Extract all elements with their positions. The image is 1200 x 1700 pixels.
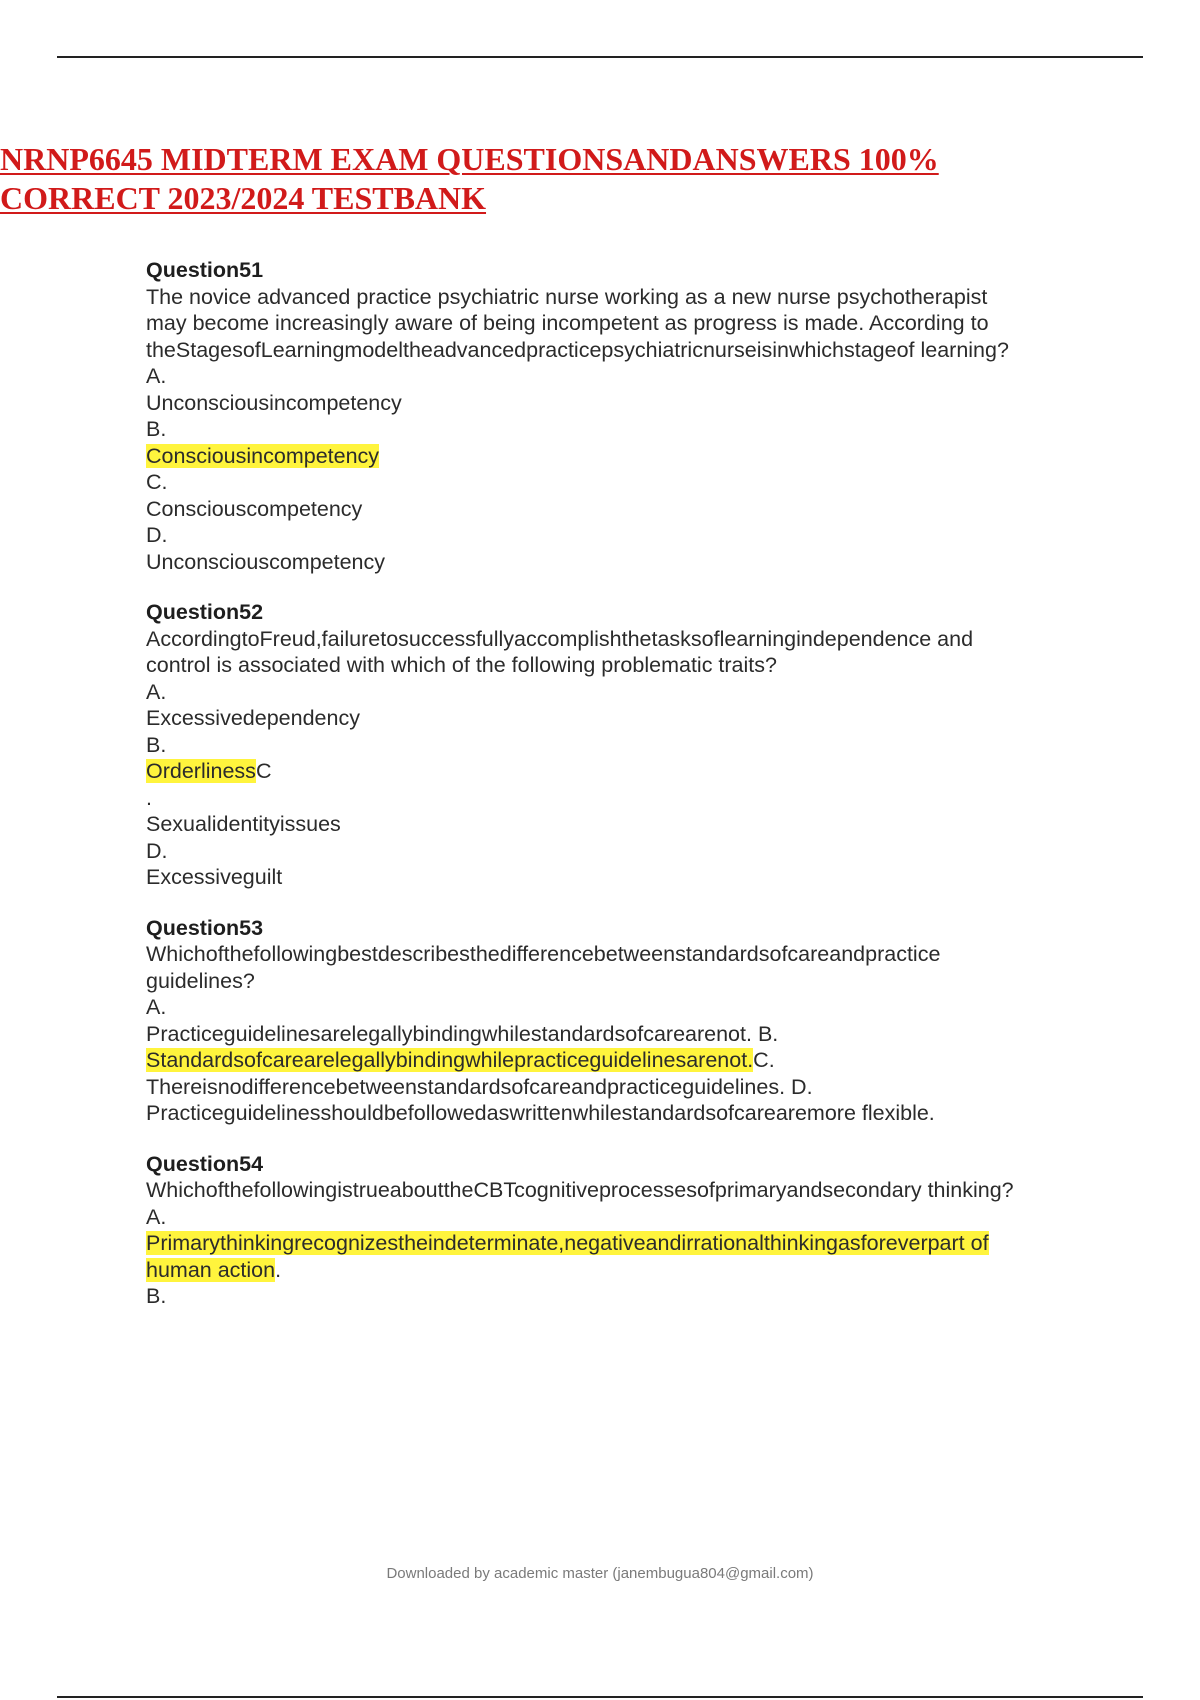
option-label: B. [751,1021,779,1046]
question-54 [146,1151,1106,1310]
option-text: Consciouscompetency [146,496,363,521]
option-label: A. [146,995,167,1019]
title-line-2: CORRECT 2023/2024 TESTBANK [0,180,487,216]
option-text: Practiceguidelinesarelegallybindingwhilestandardsofcarearenot. [146,1021,752,1046]
option-label: D. [785,1074,813,1099]
option-label: C [255,759,272,783]
top-rule [57,56,1143,58]
bottom-rule [57,1696,1143,1698]
option-text: Sexualidentityissues [146,812,341,836]
option-label: B. [146,1284,167,1308]
option-label: C. [146,470,168,494]
option-text: Thereisnodifferencebetweenstandardsofcareandpracticeguidelines. [146,1074,786,1099]
title-line-1: NRNP6645 MIDTERM EXAM QUESTIONSANDANSWERS 100% [0,141,939,177]
question-heading: Question52 [146,600,264,624]
question-stem: The novice advanced practice psychiatric nurse working as a new nurse psychotherapist [146,284,988,309]
question-heading: Question54 [146,1151,264,1176]
question-stem: may become increasingly aware of being incompetent as progress is made. According to [146,311,989,335]
question-stem: AccordingtoFreud,failuretosuccessfullyaccomplishthetasksoflearningindependence and [146,626,974,651]
question-stem: control is associated with which of the following problematic traits? [146,653,777,677]
option-text: . [275,1257,282,1282]
option-text: Practiceguidelinesshouldbefollowedaswrittenwhilestandardsofcarearemore flexible. [146,1101,935,1125]
correct-answer-highlight: Consciousincompetency [146,443,380,468]
option-label: A. [146,364,167,388]
question-stem: guidelines? [146,968,255,993]
correct-answer-highlight: Primarythinkingrecognizestheindeterminate,negativeandirrationalthinkingasforeverpart of [146,1231,989,1255]
question-53 [146,915,1106,1127]
option-text: Unconsciouscompetency [146,549,386,574]
option-label: C. [753,1048,775,1072]
option-label: B. [146,732,167,757]
correct-answer-highlight: Standardsofcarearelegallybindingwhilepracticeguidelinesarenot. [146,1048,754,1072]
question-stem: theStagesofLearningmodeltheadvancedpracticepsychiatricnurseisinwhichstageof learning? [146,337,1009,362]
question-stem: Whichofthefollowingbestdescribesthedifferencebetweenstandardsofcareandpractice [146,942,941,966]
option-text: Excessivedependency [146,706,360,730]
correct-answer-highlight: Orderliness [146,759,256,783]
option-label: B. [146,417,167,441]
download-footer: Downloaded by academic master (janembugua804@gmail.com) [386,1565,814,1582]
question-51 [146,257,1106,575]
option-label: D. [146,523,168,547]
question-heading: Question53 [146,915,264,940]
exam-content [146,257,1106,1334]
question-heading: Question51 [146,258,264,282]
correct-answer-highlight: human action [146,1257,276,1282]
option-label: A. [146,1204,167,1229]
option-text: Excessiveguilt [146,865,283,889]
question-52 [146,599,1106,891]
option-label-dot: . [146,785,152,810]
question-stem: WhichofthefollowingistrueabouttheCBTcognitiveprocessesofprimaryandsecondary thinking? [146,1178,1014,1202]
option-label: A. [146,679,167,704]
option-text: Unconsciousincompetency [146,390,402,415]
option-label: D. [146,838,168,863]
document-title [0,140,1000,218]
